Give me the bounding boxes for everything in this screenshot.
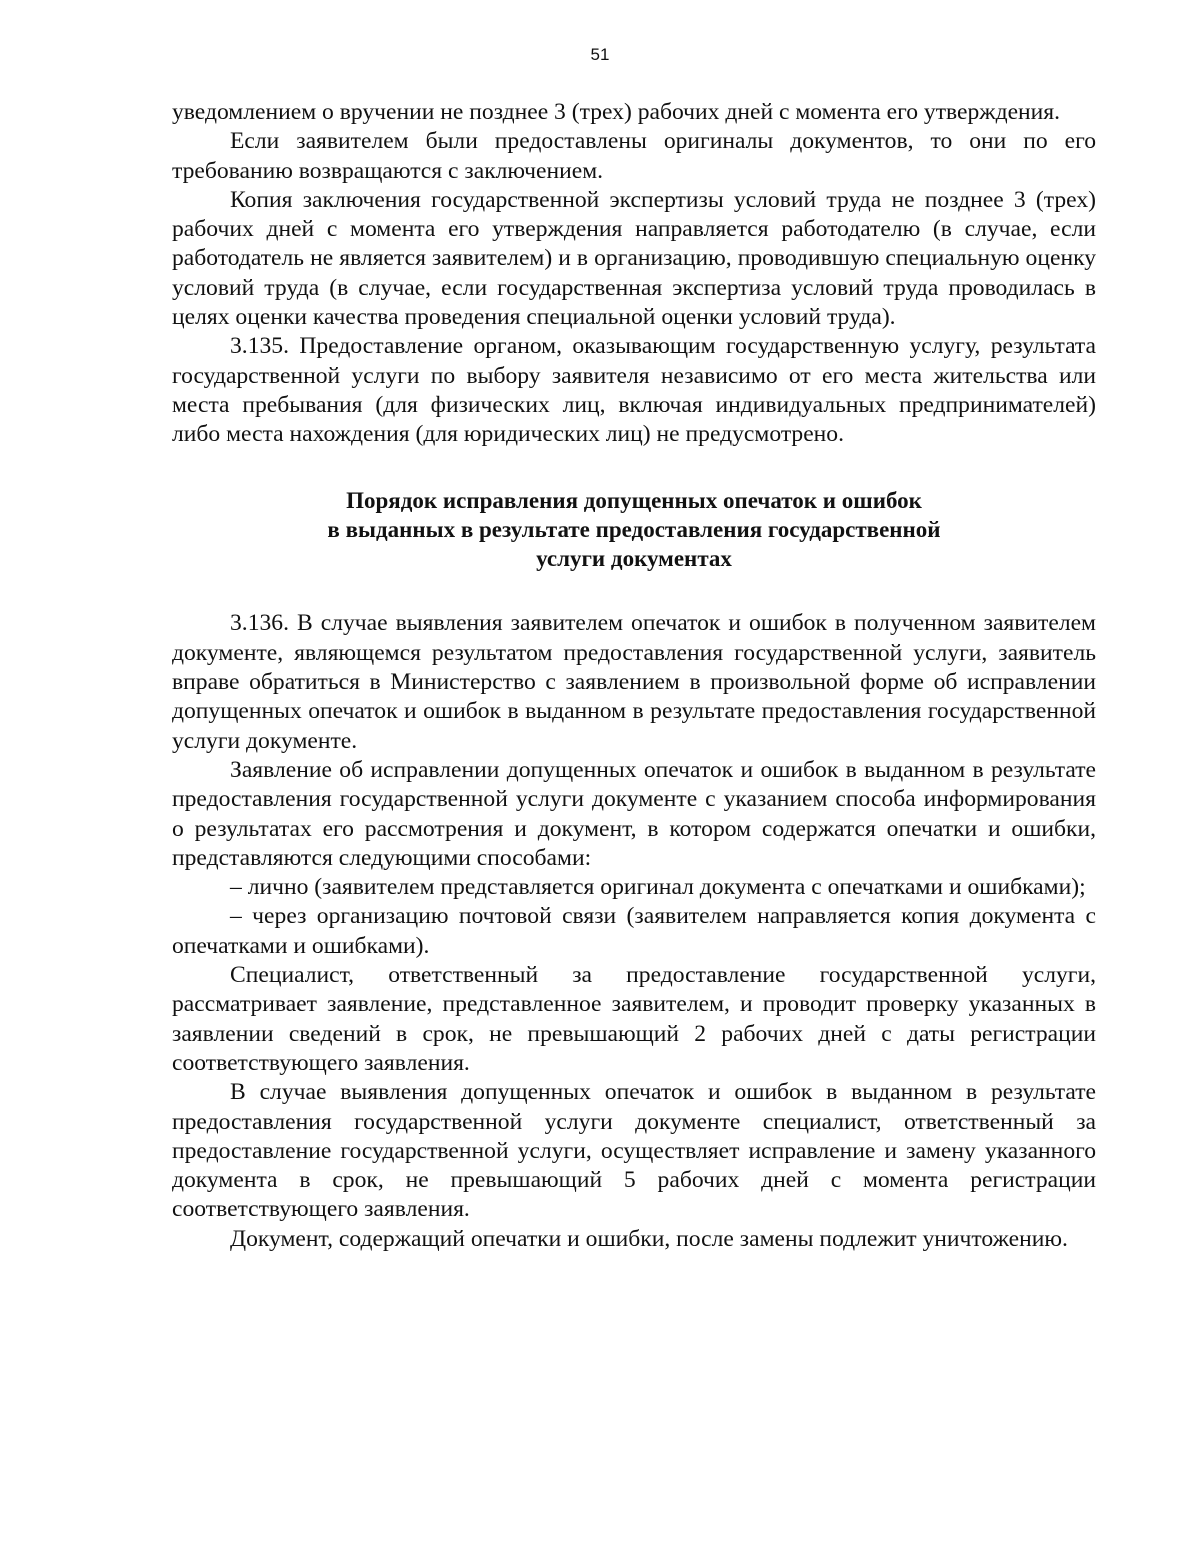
section-heading [172,486,1096,574]
paragraph-continuation: уведомлением о вручении не позднее 3 (трех) рабочих дней с момента его утверждения. [172,99,1061,125]
list-item-in-person: – лично (заявителем представляется оригинал документа с опечатками и ошибками); [230,874,1086,901]
paragraph-application-methods: Заявление об исправлении допущенных опечаток и ошибок в выданном в результате предоставления государственной услуги документе с указанием способа информирования о результатах его рассмотрения и документ, в котором содержатся опечатки и ошибки, представляются следующими способами: [172,756,1096,871]
paragraph-correction-and-replacement: В случае выявления допущенных опечаток и ошибок в выданном в результате предоставления государственной услуги документе специалист, ответственный за предоставление государственной услуги, осуществляет исправление и замену указанного документа в срок, не превышающий 5 рабочих дней с момента регистрации соответствующего заявления. [172,1079,1096,1223]
list-item-by-post: – через организацию почтовой связи (заявителем направляется копия документа с опечатками и ошибками). [172,903,1096,959]
document-body [172,98,1096,1254]
section-heading-line: услуги документах [536,546,732,572]
section-heading-line: Порядок исправления допущенных опечаток и ошибок [346,487,922,513]
page-number: 51 [590,45,610,64]
paragraph-3-136: 3.136. В случае выявления заявителем опечаток и ошибок в полученном заявителем документе, являющемся результатом предоставления государственной услуги, заявитель вправе обратиться в Министерство с заявлением в произвольной форме об исправлении допущенных опечаток и ошибок в выданном в результате предоставления государственной услуги документе. [172,610,1096,754]
paragraph-copy-of-conclusion: Копия заключения государственной экспертизы условий труда не позднее 3 (трех) рабочих дней с момента его утверждения направляется работодателю (в случае, если работодатель не является заявителем) и в организацию, проводившую специальную оценку условий труда (в случае, если государственная экспертиза условий труда проводилась в целях оценки качества проведения специальной оценки условий труда). [172,186,1096,331]
paragraph-specialist-review: Специалист, ответственный за предоставление государственной услуги, рассматривает заявление, представленное заявителем, и проводит проверку указанных в заявлении сведений в срок, не превышающий 2 рабочих дней с даты регистрации соответствующего заявления. [172,962,1096,1076]
paragraph-originals-return: Если заявителем были предоставлены оригиналы документов, то они по его требованию возвращаются с заключением. [172,128,1096,184]
section-heading-line: в выданных в результате предоставления государственной [327,516,941,542]
paragraph-3-135: 3.135. Предоставление органом, оказывающим государственную услугу, результата государственной услуги по выбору заявителя независимо от его места жительства или места пребывания (для физических лиц, включая индивидуальных предпринимателей) либо места нахождения (для юридических лиц) не предусмотрено. [172,333,1096,448]
paragraph-destruction: Документ, содержащий опечатки и ошибки, после замены подлежит уничтожению. [230,1225,1068,1252]
